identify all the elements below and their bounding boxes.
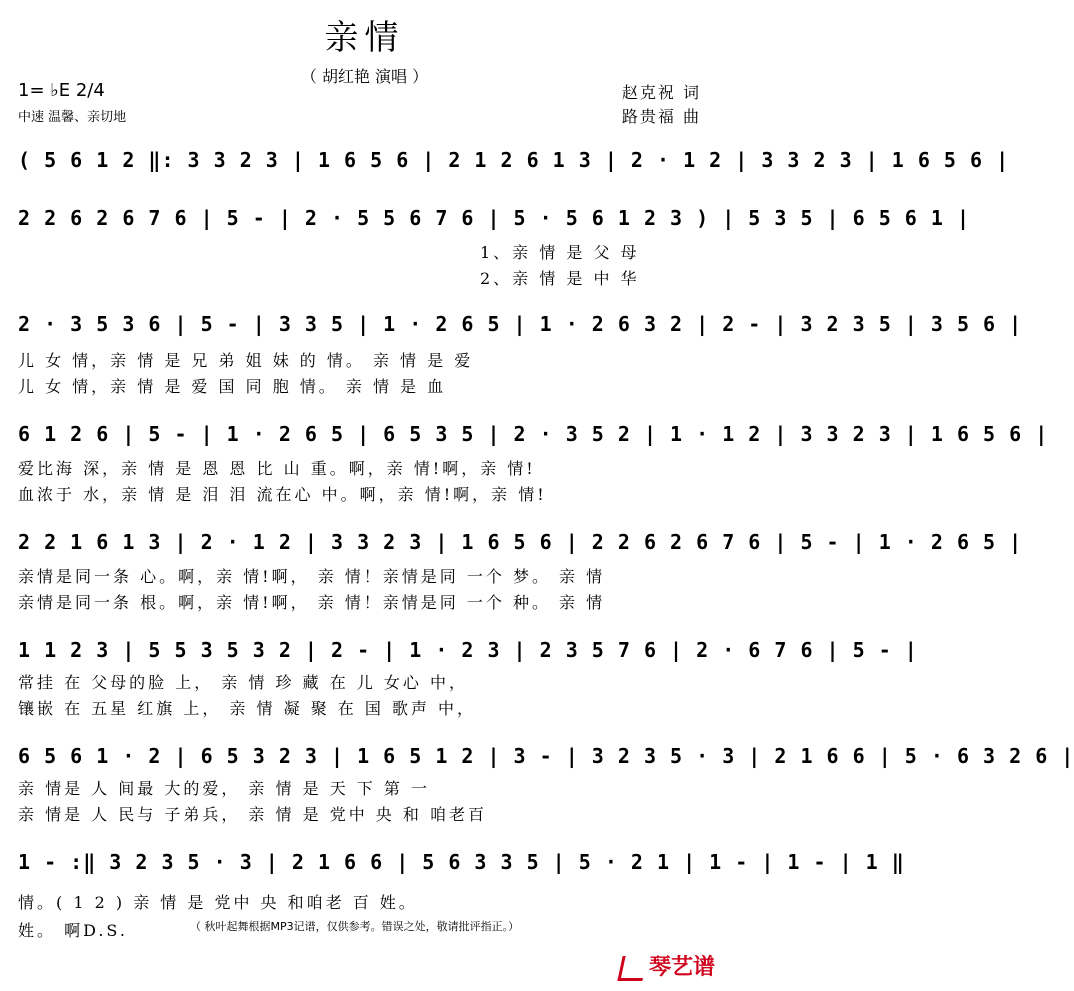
lyric-line-6a: 常挂 在 父母的脸 上， 亲 情 珍 藏 在 儿 女心 中， — [18, 673, 468, 692]
tempo-marking: 中速 温馨、亲切地 — [18, 110, 127, 125]
music-line-4: 6 1 2 6 | 5 - | 1 · 2 6 5 | 6 5 3 5 | 2 · 3 5 2 | 1 · 1 2 | 3 3 2 3 | 1 6 5 6 | — [18, 422, 1049, 446]
lyric-line-7b: 亲 情是 人 民与 子弟兵， 亲 情 是 党中 央 和 咱老百 — [18, 805, 487, 824]
music-line-3: 2 · 3 5 3 6 | 5 - | 3 3 5 | 1 · 2 6 5 | 1 · 2 6 3 2 | 2 - | 3 2 3 5 | 3 5 6 | — [18, 312, 1023, 336]
music-line-8: 1 - :‖ 3 2 3 5 · 3 | 2 1 6 6 | 5 6 3 3 5 | 5 · 2 1 | 1 - | 1 - | 1 ‖ — [18, 850, 905, 874]
music-line-1: ( 5 6 1 2 ‖: 3 3 2 3 | 1 6 5 6 | 2 1 2 6 1 3 | 2 · 1 2 | 3 3 2 3 | 1 6 5 6 | — [18, 148, 1010, 172]
lyric-line-4b: 血浓于 水，亲 情 是 泪 泪 流在心 中。啊，亲 情!啊，亲 情! — [18, 485, 547, 504]
lyric-line-2a: 1、亲 情 是 父 母 — [480, 243, 640, 262]
lyric-line-8a: 情。( 1 2 ) 亲 情 是 党中 央 和咱老 百 姓。 — [18, 893, 418, 912]
key-signature: 1= ♭E 2/4 — [18, 80, 105, 101]
music-line-2: 2 2 6 2 6 7 6 | 5 - | 2 · 5 5 6 7 6 | 5 · 5 6 1 2 3 ) | 5 3 5 | 6 5 6 1 | — [18, 206, 970, 230]
lyric-line-3a: 儿 女 情，亲 情 是 兄 弟 姐 妹 的 情。 亲 情 是 爱 — [18, 351, 474, 370]
lyric-line-3b: 儿 女 情，亲 情 是 爱 国 同 胞 情。 亲 情 是 血 — [18, 377, 447, 396]
music-line-6: 1 1 2 3 | 5 5 3 5 3 2 | 2 - | 1 · 2 3 | 2 3 5 7 6 | 2 · 6 7 6 | 5 - | — [18, 638, 918, 662]
lyric-line-6b: 镶嵌 在 五星 红旗 上， 亲 情 凝 聚 在 国 歌声 中， — [18, 699, 477, 718]
lyric-line-7a: 亲 情是 人 间最 大的爱， 亲 情 是 天 下 第 一 — [18, 779, 430, 798]
lyric-line-2b: 2、亲 情 是 中 华 — [480, 269, 640, 288]
lyric-line-5a: 亲情是同一条 心。啊，亲 情!啊， 亲 情！亲情是同 一个 梦。 亲 情 — [18, 567, 606, 586]
brand-watermark — [620, 950, 715, 981]
brand-logo-icon — [617, 956, 647, 981]
music-line-5: 2 2 1 6 1 3 | 2 · 1 2 | 3 3 2 3 | 1 6 5 6 | 2 2 6 2 6 7 6 | 5 - | 1 · 2 6 5 | — [18, 530, 1023, 554]
brand-name: 琴艺谱 — [648, 955, 715, 980]
composer-credit: 路贵福 曲 — [621, 107, 701, 126]
transcription-note: （ 秋叶起舞根据MP3记谱，仅供参考。错误之处，敬请批评指正。） — [190, 920, 520, 933]
lyric-line-4a: 爱比海 深，亲 情 是 恩 恩 比 山 重。啊，亲 情!啊，亲 情! — [18, 459, 536, 478]
lyric-line-5b: 亲情是同一条 根。啊，亲 情!啊， 亲 情！亲情是同 一个 种。 亲 情 — [18, 593, 606, 612]
song-title: 亲情 — [324, 18, 405, 58]
lyric-line-8b: 姓。 啊D.S. — [18, 921, 128, 940]
music-line-7: 6 5 6 1 · 2 | 6 5 3 2 3 | 1 6 5 1 2 | 3 - | 3 2 3 5 · 3 | 2 1 6 6 | 5 · 6 3 2 6 | — [18, 744, 1074, 768]
singer-credit: （ 胡红艳 演唱 ） — [300, 67, 429, 86]
lyricist-credit: 赵克祝 词 — [621, 83, 701, 102]
